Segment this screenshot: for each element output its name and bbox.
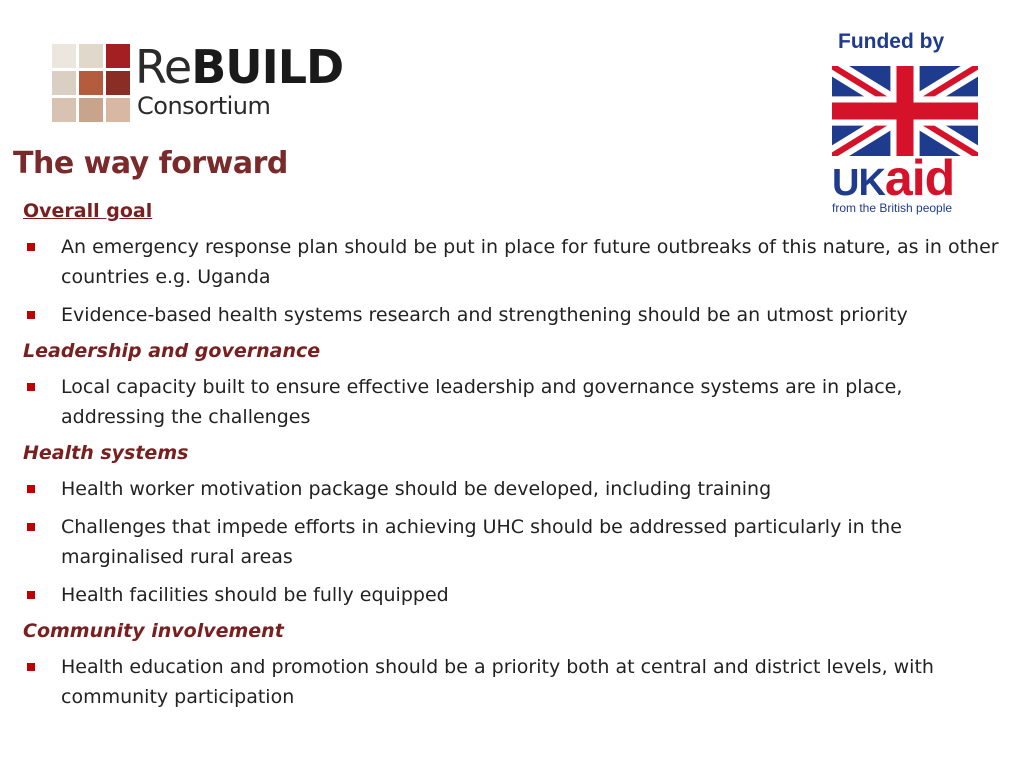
- slide-content: [23, 198, 1003, 720]
- section-heading: Health systems: [23, 442, 189, 464]
- section-heading: Leadership and governance: [23, 340, 321, 362]
- bullet-square-icon: [27, 523, 35, 531]
- funded-by-label: Funded by: [838, 30, 945, 53]
- section-heading: Overall goal: [23, 200, 153, 222]
- bullet-item: [23, 580, 1003, 610]
- bullet-item: [23, 512, 1003, 572]
- ukaid-aid-text: aid: [884, 150, 955, 206]
- logo-grid-cell: [52, 71, 76, 95]
- logo-grid-cell: [106, 98, 130, 122]
- bullet-item: [23, 652, 1003, 712]
- logo-grid-cell: [52, 44, 76, 68]
- slide-title: The way forward: [13, 146, 288, 181]
- bullet-text: An emergency response plan should be put in place for future outbreaks of this nature, as in other countries e.g. Uganda: [61, 236, 999, 288]
- bullet-square-icon: [27, 311, 35, 319]
- bullet-text: Health education and promotion should be a priority both at central and district levels, with community participation: [61, 656, 934, 708]
- bullet-text: Local capacity built to ensure effective leadership and governance systems are in place, addressing the challenges: [61, 376, 903, 428]
- bullet-item: [23, 474, 1003, 504]
- bullet-square-icon: [27, 383, 35, 391]
- logo-re-text: Re: [135, 40, 192, 94]
- section-heading: Community involvement: [23, 620, 284, 642]
- logo-consortium-text: Consortium: [137, 92, 271, 120]
- bullet-text: Health facilities should be fully equipped: [61, 584, 449, 606]
- bullet-text: Health worker motivation package should be developed, including training: [61, 478, 772, 500]
- bullet-text: Challenges that impede efforts in achieving UHC should be addressed particularly in the marginalised rural areas: [61, 516, 902, 568]
- bullet-square-icon: [27, 485, 35, 493]
- bullet-text: Evidence-based health systems research and strengthening should be an utmost priority: [61, 304, 908, 326]
- bullet-square-icon: [27, 243, 35, 251]
- logo-grid-icon: [52, 44, 130, 122]
- logo-grid-cell: [79, 44, 103, 68]
- bullet-square-icon: [27, 591, 35, 599]
- union-jack-icon: [832, 66, 978, 156]
- ukaid-uk-text: UK: [832, 162, 885, 204]
- bullet-item: [23, 372, 1003, 432]
- ukaid-tagline: from the British people: [832, 201, 953, 215]
- bullet-item: [23, 300, 1003, 330]
- logo-grid-cell: [52, 98, 76, 122]
- logo-grid-cell: [79, 98, 103, 122]
- rebuild-logo: [52, 40, 372, 124]
- logo-build-text: BUILD: [191, 40, 344, 94]
- logo-grid-cell: [79, 71, 103, 95]
- ukaid-logo: [832, 66, 978, 215]
- bullet-square-icon: [27, 663, 35, 671]
- bullet-item: [23, 232, 1003, 292]
- logo-grid-cell: [106, 44, 130, 68]
- logo-grid-cell: [106, 71, 130, 95]
